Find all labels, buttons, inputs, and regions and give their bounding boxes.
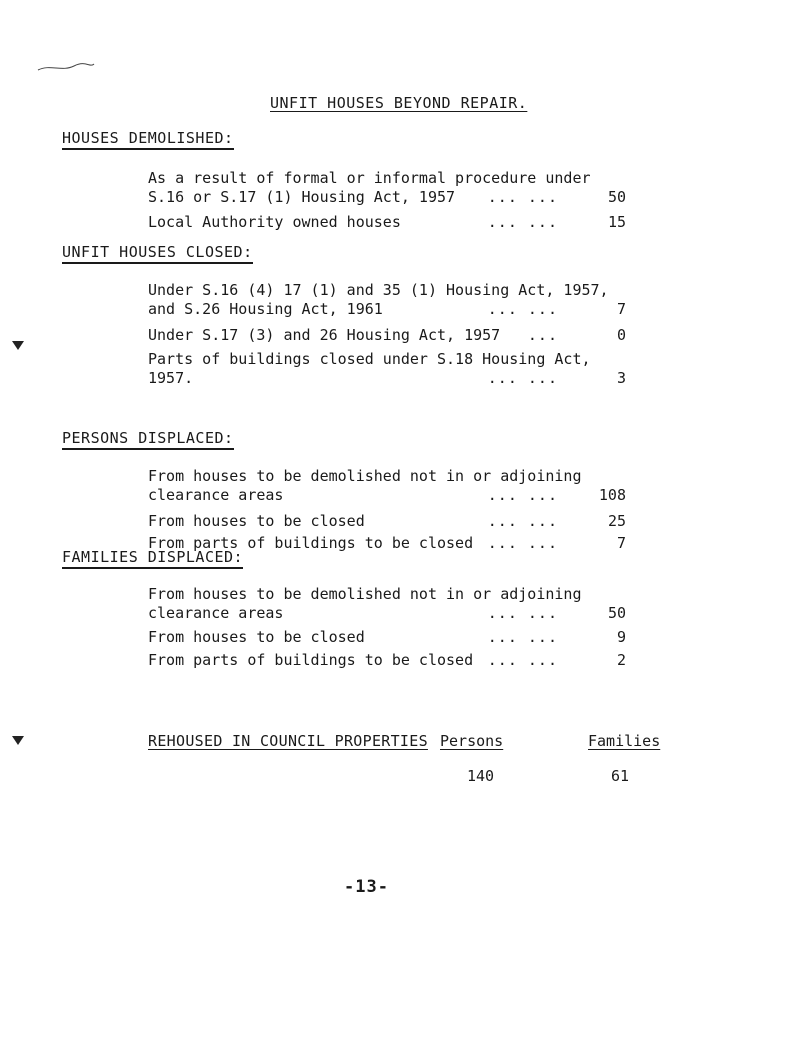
dot-leader: ... ... — [487, 188, 558, 206]
row-value: 7 — [616, 300, 626, 318]
row-label: From houses to be closed — [148, 512, 365, 530]
row-value: 2 — [616, 651, 626, 669]
row-label: From houses to be closed — [148, 628, 365, 646]
row-value: 7 — [616, 534, 626, 552]
row-value: 108 — [598, 486, 626, 504]
row-value: 9 — [616, 628, 626, 646]
list-item — [148, 512, 626, 531]
list-item — [148, 281, 626, 319]
row-label-line2: S.16 or S.17 (1) Housing Act, 1957 — [148, 188, 456, 206]
row-value: 50 — [607, 604, 626, 622]
list-item — [148, 467, 626, 505]
pen-scribble-mark — [36, 60, 96, 74]
list-item — [148, 350, 626, 388]
page-number: -13- — [344, 877, 389, 897]
dot-leader: ... ... — [487, 628, 558, 646]
dot-leader: ... ... — [487, 300, 558, 318]
section-heading-families-displaced: FAMILIES DISPLACED: — [62, 549, 243, 569]
row-label-line1: From houses to be demolished not in or adjoining — [148, 467, 582, 485]
dot-leader: ... ... — [487, 369, 558, 387]
list-item — [148, 651, 626, 670]
dot-leader: ... ... — [487, 604, 558, 622]
margin-arrow-icon — [10, 733, 26, 747]
section-heading-unfit-houses-closed: UNFIT HOUSES CLOSED: — [62, 244, 253, 264]
row-label-line2: and S.26 Housing Act, 1961 — [148, 300, 383, 318]
section-heading-persons-displaced: PERSONS DISPLACED: — [62, 430, 234, 450]
dot-leader: ... ... — [487, 486, 558, 504]
row-label: From parts of buildings to be closed — [148, 651, 474, 669]
section-heading-houses-demolished: HOUSES DEMOLISHED: — [62, 130, 234, 150]
row-value: 25 — [607, 512, 626, 530]
page-title: UNFIT HOUSES BEYOND REPAIR. — [270, 94, 528, 112]
row-label-line2: clearance areas — [148, 486, 284, 504]
families-column-header: Families — [588, 732, 661, 750]
dot-leader: ... ... — [487, 651, 558, 669]
list-item — [148, 585, 626, 623]
dot-leader: ... ... — [487, 213, 558, 231]
row-value: 3 — [616, 369, 626, 387]
dot-leader: ... ... — [487, 534, 558, 552]
dot-leader: ... — [527, 326, 558, 344]
list-item — [148, 326, 626, 345]
persons-value: 140 — [467, 767, 495, 785]
row-label-line2: 1957. — [148, 369, 194, 387]
rehoused-heading: REHOUSED IN COUNCIL PROPERTIES — [148, 732, 428, 750]
dot-leader: ... ... — [487, 512, 558, 530]
list-item — [148, 628, 626, 647]
row-value: 15 — [607, 213, 626, 231]
row-label-line1: From houses to be demolished not in or adjoining — [148, 585, 582, 603]
families-value: 61 — [611, 767, 630, 785]
row-label: From parts of buildings to be closed — [148, 534, 474, 552]
row-value: 0 — [616, 326, 626, 344]
row-label: Under S.17 (3) and 26 Housing Act, 1957 — [148, 326, 501, 344]
row-label-line2: clearance areas — [148, 604, 284, 622]
row-label-line1: Under S.16 (4) 17 (1) and 35 (1) Housing Act, 1957, — [148, 281, 609, 299]
row-value: 50 — [607, 188, 626, 206]
list-item — [148, 213, 626, 232]
row-label-line1: Parts of buildings closed under S.18 Housing Act, — [148, 350, 591, 368]
list-item — [148, 169, 626, 207]
margin-arrow-icon — [10, 338, 26, 352]
row-label-line1: As a result of formal or informal procedure under — [148, 169, 591, 187]
persons-column-header: Persons — [440, 732, 504, 750]
row-label: Local Authority owned houses — [148, 213, 401, 231]
